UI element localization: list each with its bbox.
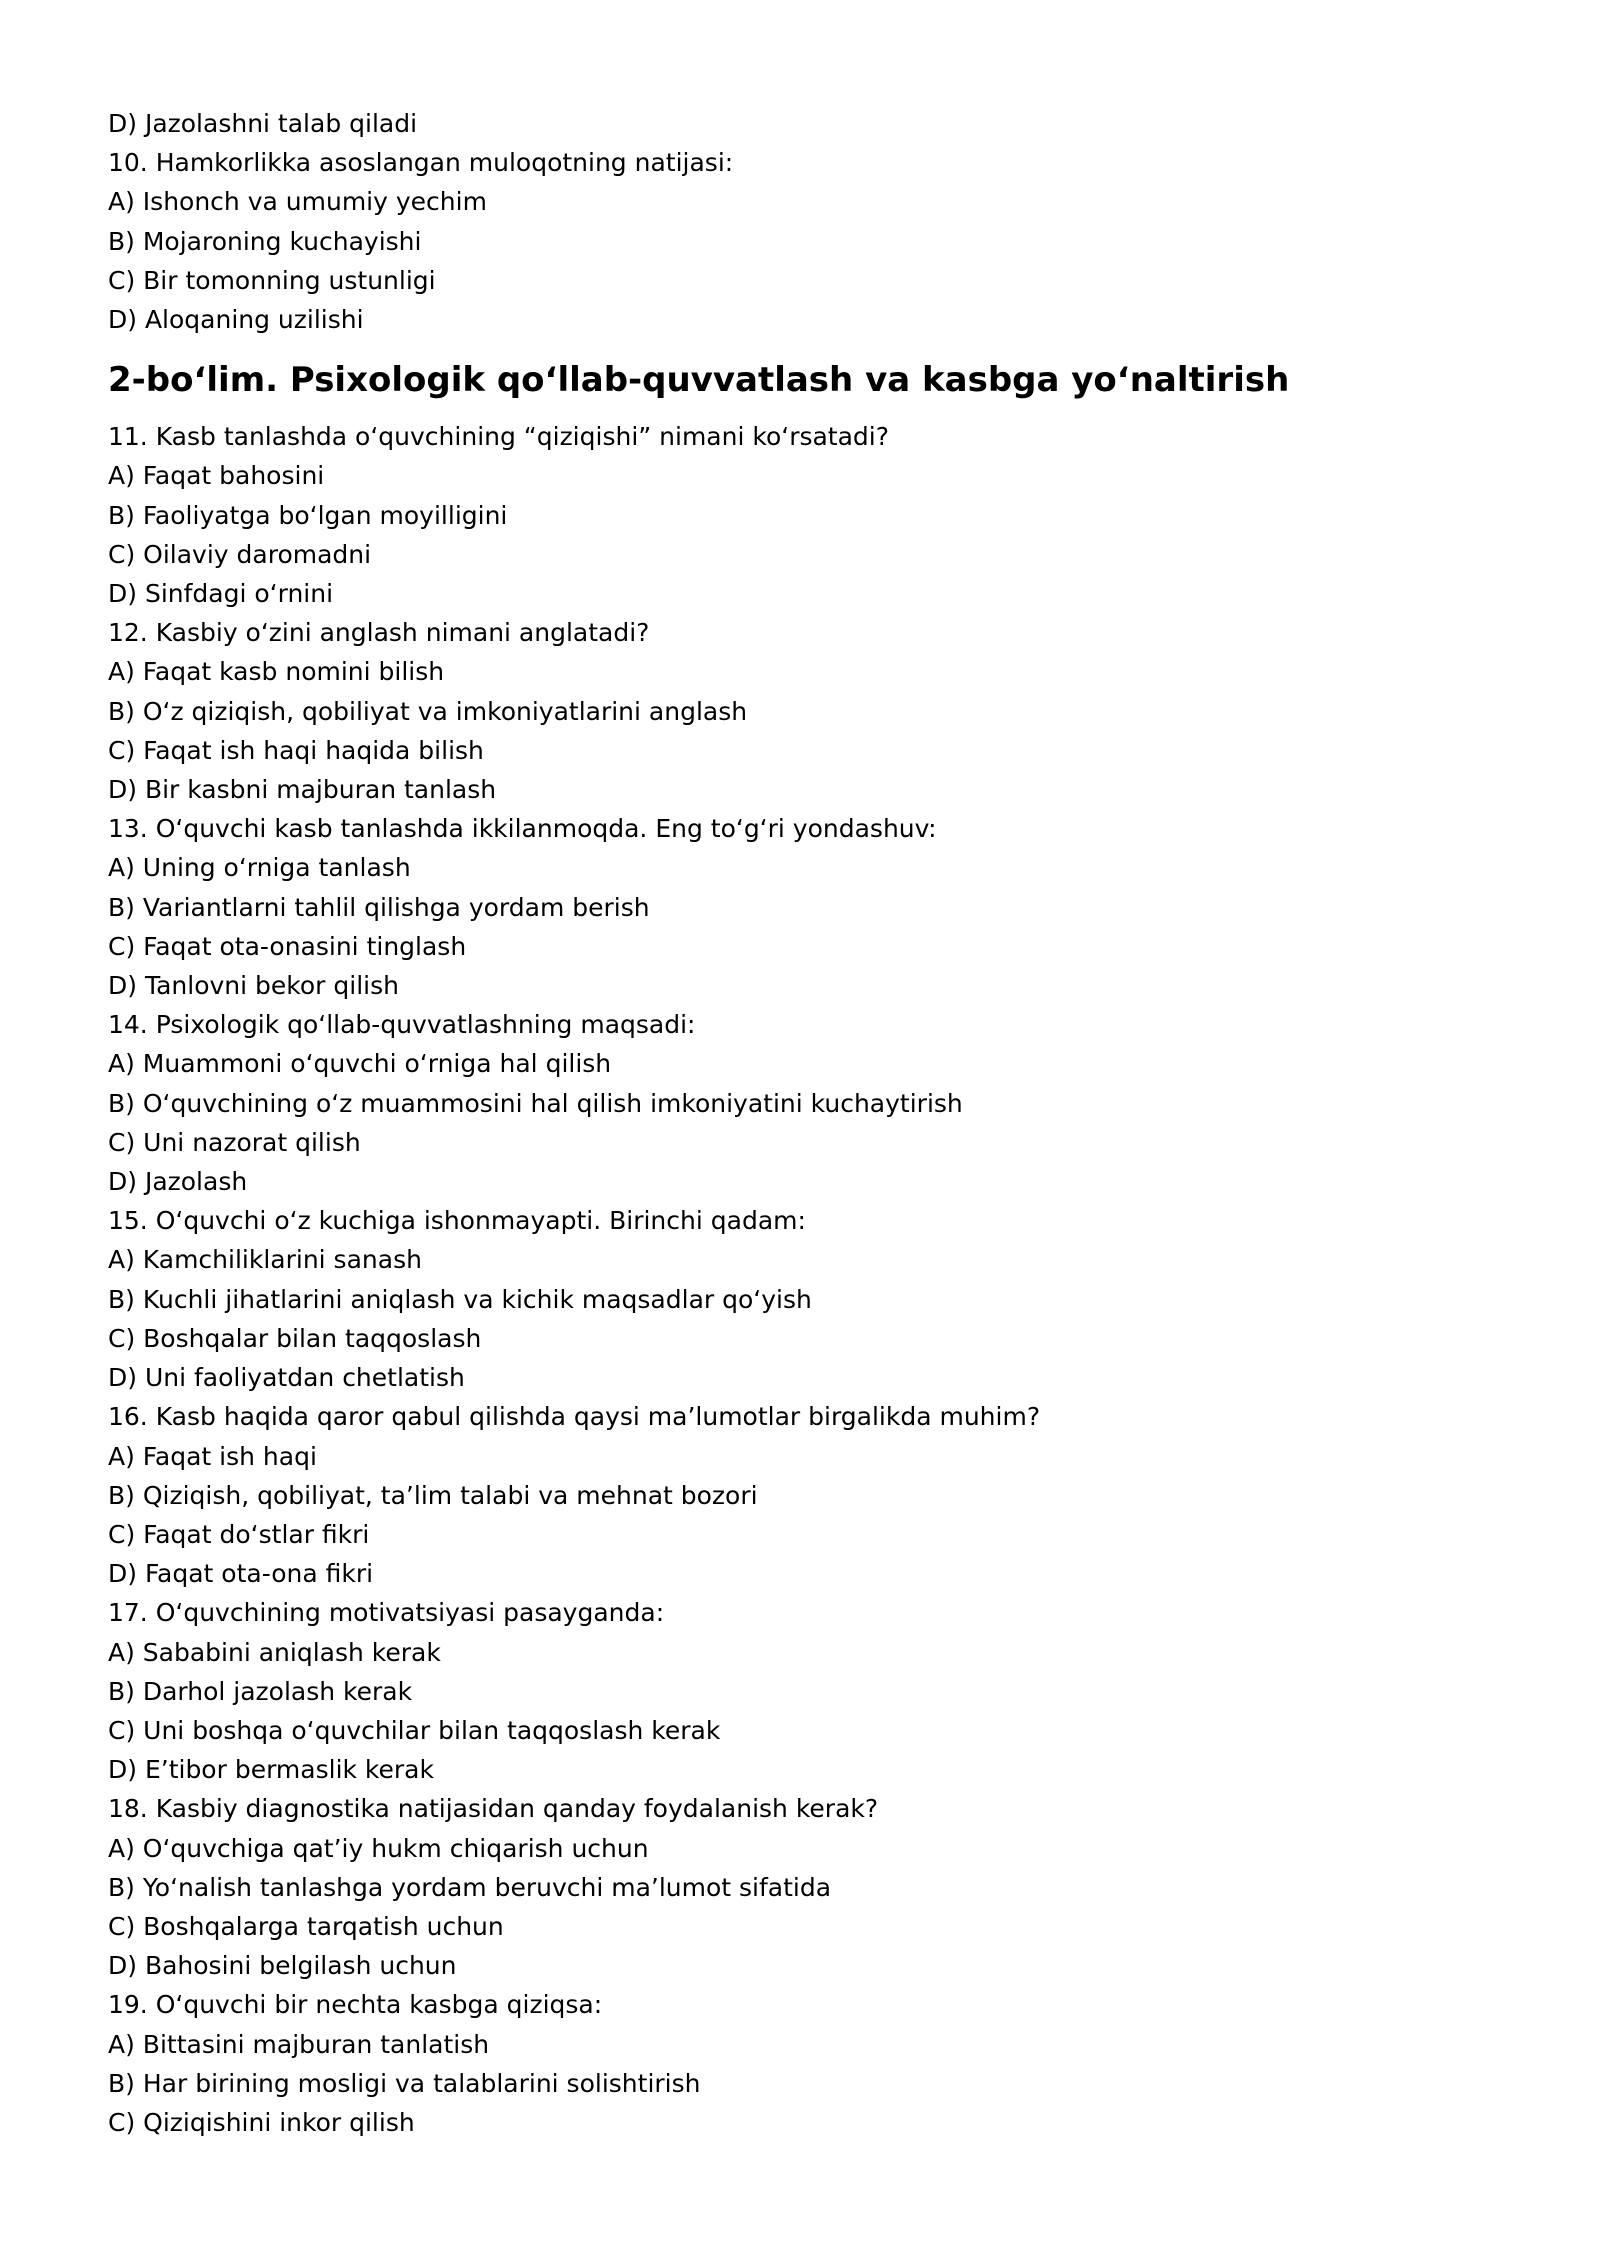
answer-option: A) Faqat ish haqi — [108, 1441, 317, 1471]
answer-option: A) Faqat kasb nomini bilish — [108, 657, 445, 687]
answer-option: B) Kuchli jihatlarini aniqlash va kichik maqsadlar qo‘yish — [108, 1284, 812, 1314]
answer-option: C) Uni nazorat qilish — [108, 1127, 361, 1157]
answer-option: C) Qiziqishini inkor qilish — [108, 2107, 415, 2137]
answer-option: A) Bittasini majburan tanlatish — [108, 2029, 490, 2059]
question-text: 11. Kasb tanlashda o‘quvchining “qiziqishi” nimani ko‘rsatadi? — [108, 422, 890, 452]
answer-option: B) Darhol jazolash kerak — [108, 1676, 413, 1706]
answer-option: D) Uni faoliyatdan chetlatish — [108, 1363, 465, 1393]
previous-section-continuation — [108, 104, 1508, 339]
answer-option: D) Bahosini belgilash uchun — [108, 1951, 457, 1981]
answer-option: D) Faqat ota-ona fikri — [108, 1559, 374, 1589]
answer-option: C) Oilaviy daromadni — [108, 539, 372, 569]
answer-option: B) Faoliyatga bo‘lgan moyilligini — [108, 500, 508, 530]
answer-option: A) O‘quvchiga qat’iy hukm chiqarish uchun — [108, 1833, 649, 1863]
answer-option: A) Uning o‘rniga tanlash — [108, 853, 411, 883]
answer-option: B) O‘quvchining o‘z muammosini hal qilish imkoniyatini kuchaytirish — [108, 1088, 963, 1118]
question-text: 16. Kasb haqida qaror qabul qilishda qaysi ma’lumotlar birgalikda muhim? — [108, 1402, 1041, 1432]
answer-option: D) Jazolash — [108, 1167, 248, 1197]
answer-option: A) Ishonch va umumiy yechim — [108, 187, 487, 217]
answer-option: C) Faqat ota-onasini tinglash — [108, 931, 467, 961]
question-text: 13. O‘quvchi kasb tanlashda ikkilanmoqda. Eng to‘g‘ri yondashuv: — [108, 814, 937, 844]
question-text: 19. O‘quvchi bir nechta kasbga qiziqsa: — [108, 1990, 603, 2020]
answer-option: D) Jazolashni talab qiladi — [108, 109, 418, 138]
answer-option: C) Boshqalar bilan taqqoslash — [108, 1323, 482, 1353]
answer-option: C) Uni boshqa o‘quvchilar bilan taqqoslash kerak — [108, 1715, 721, 1745]
question-text: 17. O‘quvchining motivatsiyasi pasayganda: — [108, 1598, 665, 1628]
answer-option: D) Bir kasbni majburan tanlash — [108, 775, 497, 805]
answer-option: D) Sinfdagi o‘rnini — [108, 579, 334, 609]
answer-option: A) Muammoni o‘quvchi o‘rniga hal qilish — [108, 1049, 612, 1079]
answer-option: A) Faqat bahosini — [108, 461, 325, 491]
answer-option: B) Variantlarni tahlil qilishga yordam berish — [108, 892, 650, 922]
section-questions — [108, 417, 1508, 2142]
answer-option: B) Har birining mosligi va talablarini solishtirish — [108, 2068, 701, 2098]
question-text: 15. O‘quvchi o‘z kuchiga ishonmayapti. Birinchi qadam: — [108, 1206, 806, 1236]
answer-option: C) Bir tomonning ustunligi — [108, 265, 436, 295]
document-content — [108, 104, 1508, 2142]
answer-option: D) E’tibor bermaslik kerak — [108, 1755, 434, 1785]
answer-option: B) Mojaroning kuchayishi — [108, 226, 422, 256]
answer-option: C) Faqat ish haqi haqida bilish — [108, 735, 484, 765]
answer-option: B) Qiziqish, qobiliyat, ta’lim talabi va mehnat bozori — [108, 1480, 758, 1510]
section-heading: 2-bo‘lim. Psixologik qo‘llab-quvvatlash va kasbga yo‘naltirish — [108, 360, 1290, 401]
answer-option: B) Yo‘nalish tanlashga yordam beruvchi ma’lumot sifatida — [108, 1872, 832, 1902]
answer-option: D) Aloqaning uzilishi — [108, 305, 364, 335]
answer-option: A) Kamchiliklarini sanash — [108, 1245, 422, 1275]
question-text: 10. Hamkorlikka asoslangan muloqotning natijasi: — [108, 148, 734, 178]
answer-option: B) O‘z qiziqish, qobiliyat va imkoniyatlarini anglash — [108, 696, 748, 726]
answer-option: C) Boshqalarga tarqatish uchun — [108, 1911, 504, 1941]
question-text: 14. Psixologik qo‘llab-quvvatlashning maqsadi: — [108, 1010, 696, 1040]
question-text: 12. Kasbiy o‘zini anglash nimani anglatadi? — [108, 618, 650, 648]
question-text: 18. Kasbiy diagnostika natijasidan qanday foydalanish kerak? — [108, 1794, 879, 1824]
answer-option: D) Tanlovni bekor qilish — [108, 971, 399, 1001]
answer-option: C) Faqat do‘stlar fikri — [108, 1519, 370, 1549]
answer-option: A) Sababini aniqlash kerak — [108, 1637, 441, 1667]
